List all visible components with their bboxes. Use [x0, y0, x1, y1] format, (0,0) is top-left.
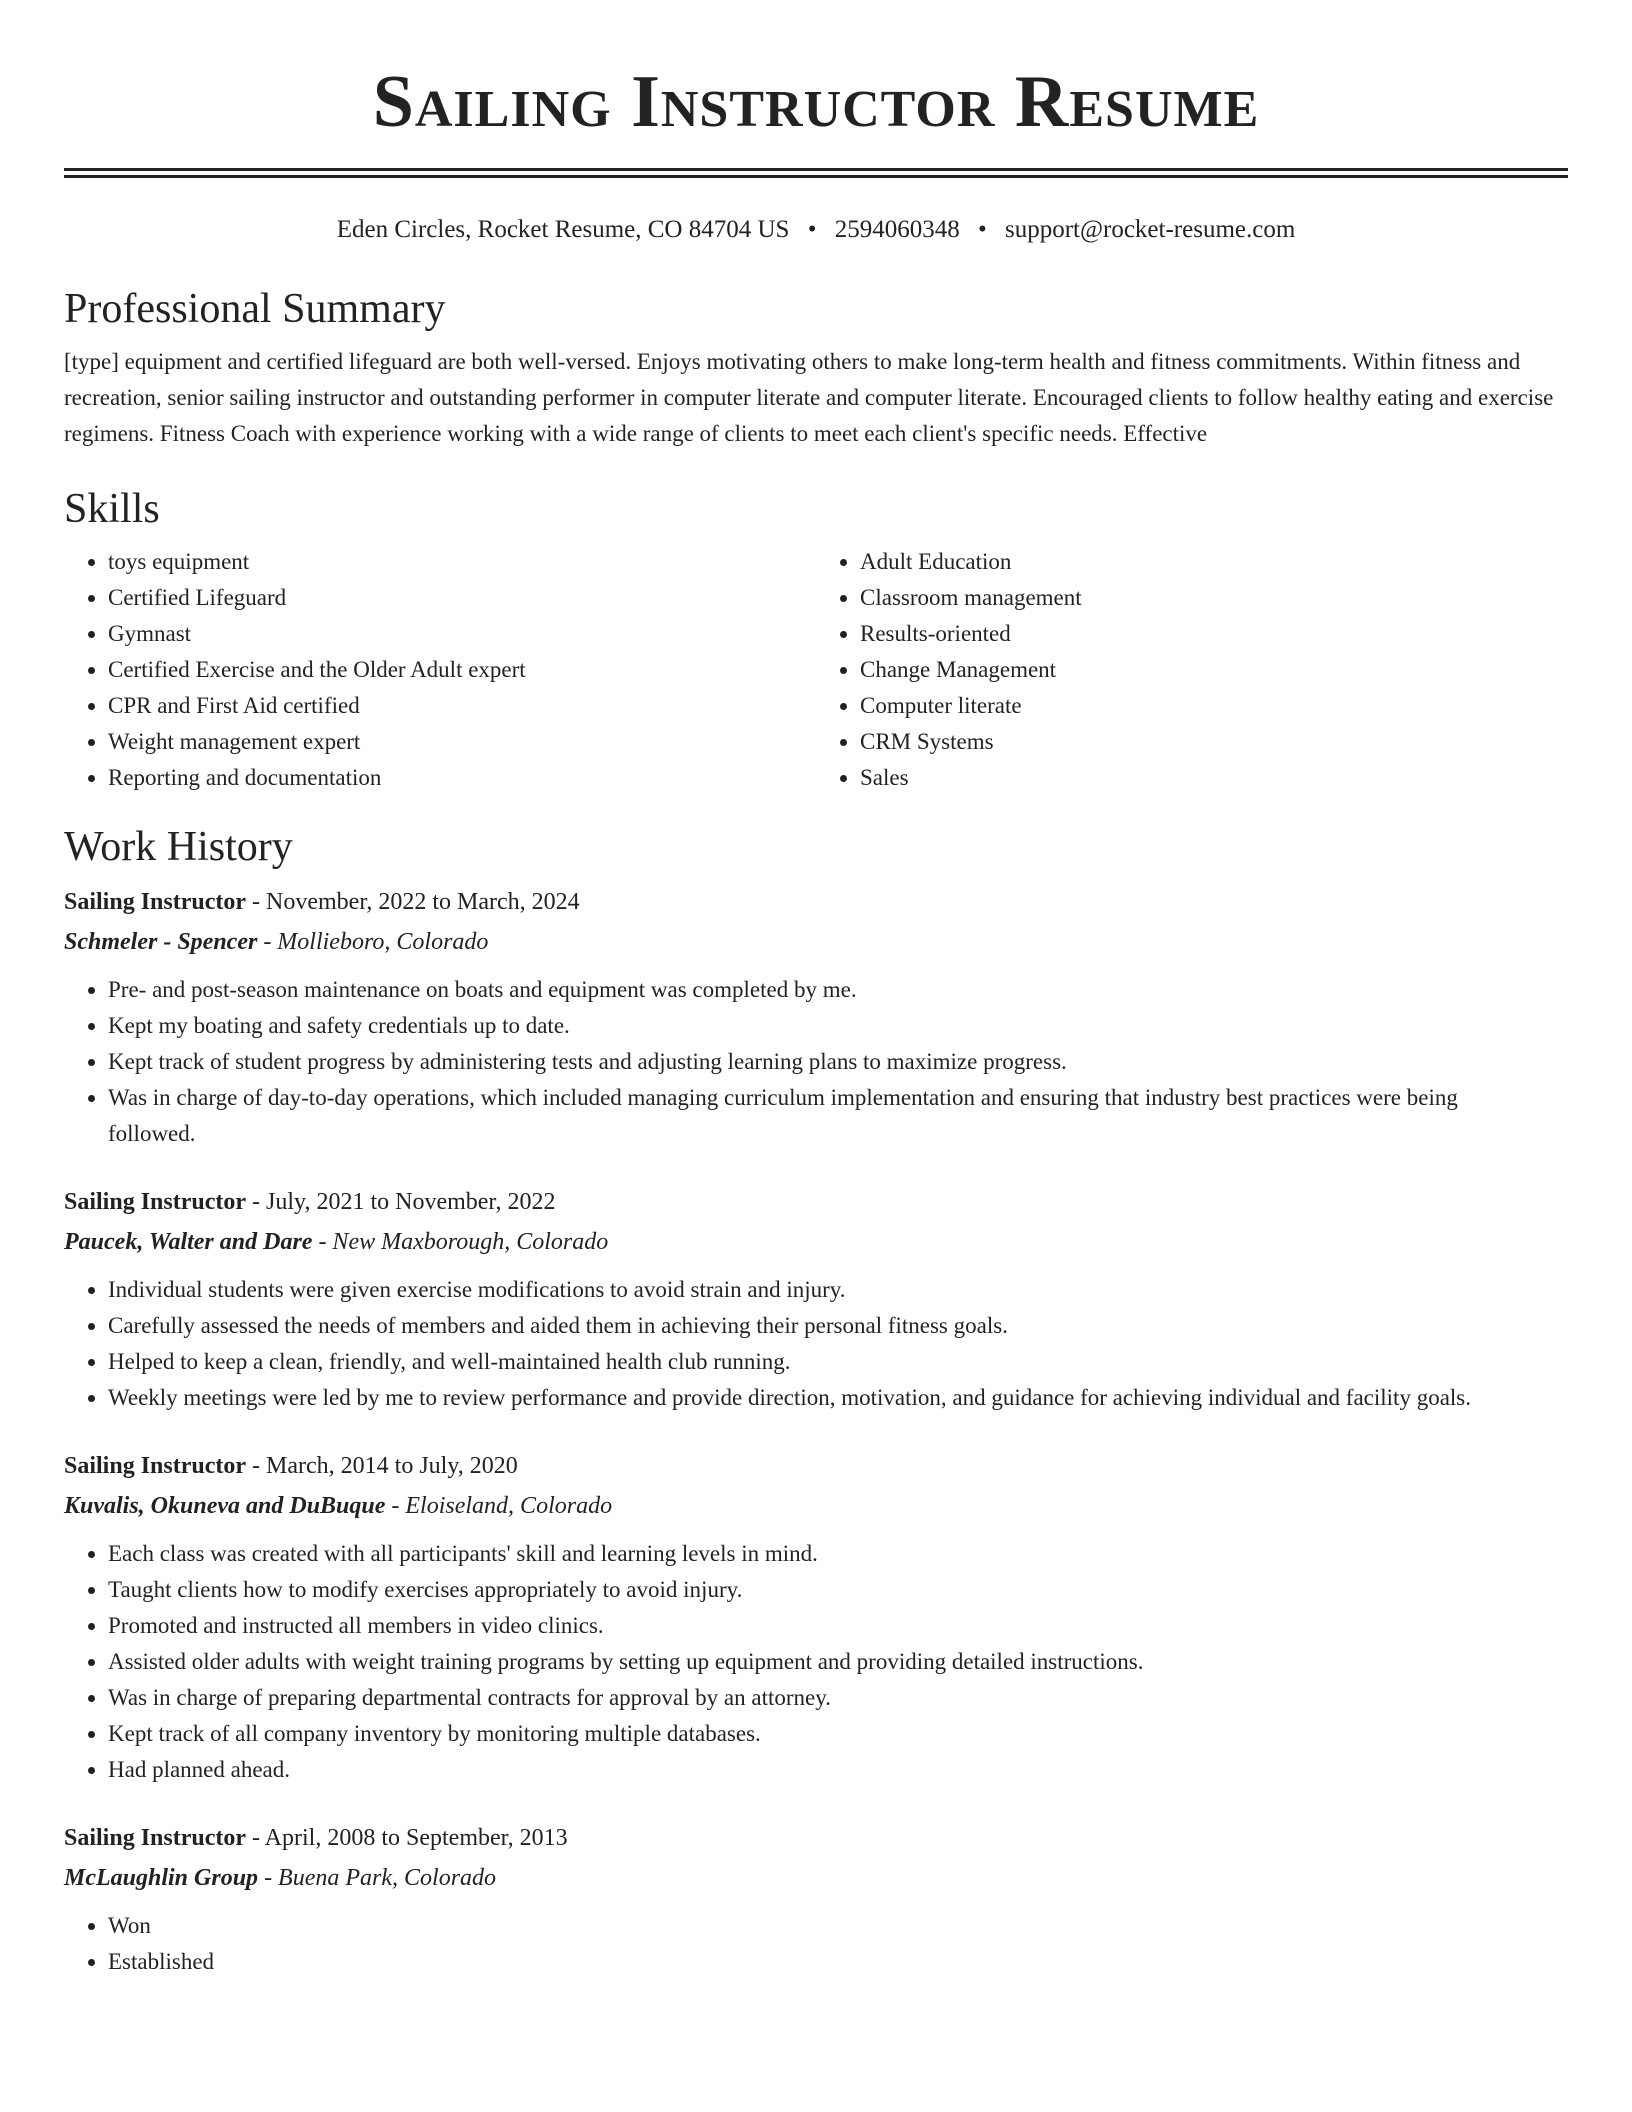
skill-item: • Certified Lifeguard — [108, 580, 816, 616]
job-employer — [64, 922, 1568, 962]
job-dates: - March, 2014 to July, 2020 — [246, 1453, 518, 1479]
job-duty: • Kept track of all company inventory by monitoring multiple databases. — [108, 1716, 1568, 1752]
skill-item: • Reporting and documentation — [108, 760, 816, 796]
skill-item: • Gymnast — [108, 616, 816, 652]
job-header — [64, 882, 1568, 922]
job-company: Schmeler - Spencer — [64, 929, 258, 955]
job-location: - Buena Park, Colorado — [258, 1865, 497, 1891]
job-duty: • Taught clients how to modify exercises appropriately to avoid injury. — [108, 1572, 1568, 1608]
job-company: Paucek, Walter and Dare — [64, 1229, 313, 1255]
job-duty: • Won — [108, 1908, 1568, 1944]
contact-separator: • — [807, 216, 817, 243]
job-duty: • Was in charge of preparing departmental contracts for approval by an attorney. — [108, 1680, 1568, 1716]
skills-list-left — [64, 544, 816, 796]
job-dates: - April, 2008 to September, 2013 — [246, 1825, 568, 1851]
contact-address: Eden Circles, Rocket Resume, CO 84704 US — [336, 216, 790, 243]
job-title: Sailing Instructor — [64, 889, 247, 915]
job-entry — [64, 1446, 1568, 1788]
skills-list-right — [816, 544, 1568, 796]
job-duty: • Promoted and instructed all members in video clinics. — [108, 1608, 1568, 1644]
skill-item: • Adult Education — [860, 544, 1568, 580]
job-dates: - July, 2021 to November, 2022 — [246, 1189, 556, 1215]
job-duty: • Pre- and post-season maintenance on boats and equipment was completed by me. — [108, 972, 1568, 1008]
resume-title: Sailing Instructor Resume — [372, 61, 1260, 143]
skill-item: • Sales — [860, 760, 1568, 796]
job-entry — [64, 1182, 1568, 1416]
job-location: - New Maxborough, Colorado — [312, 1229, 609, 1255]
job-duty: • Each class was created with all participants' skill and learning levels in mind. — [108, 1536, 1568, 1572]
job-location: - Eloiseland, Colorado — [385, 1493, 613, 1519]
job-entry — [64, 882, 1568, 1152]
skills-grid — [64, 544, 1568, 796]
job-employer — [64, 1486, 1568, 1526]
skill-item: • Certified Exercise and the Older Adult expert — [108, 652, 816, 688]
job-employer — [64, 1222, 1568, 1262]
job-employer — [64, 1858, 1568, 1898]
skills-heading: Skills — [64, 486, 160, 532]
job-duty: • Was in charge of day-to-day operations, which included managing curriculum implementation and ensuring that industry best practices were being followed. — [108, 1080, 1568, 1152]
contact-separator: • — [977, 216, 987, 243]
job-duty: • Individual students were given exercise modifications to avoid strain and injury. — [108, 1272, 1568, 1308]
skill-item: • Classroom management — [860, 580, 1568, 616]
job-header — [64, 1818, 1568, 1858]
job-duties — [64, 1272, 1568, 1416]
job-title: Sailing Instructor — [64, 1825, 247, 1851]
job-duty: • Established — [108, 1944, 1568, 1980]
job-duties — [64, 972, 1568, 1152]
job-duty: • Kept track of student progress by administering tests and adjusting learning plans to maximize progress. — [108, 1044, 1568, 1080]
job-entry — [64, 1818, 1568, 1980]
job-title: Sailing Instructor — [64, 1453, 247, 1479]
contact-phone: 2594060348 — [834, 216, 960, 243]
contact-line — [64, 214, 1568, 246]
job-duty: • Had planned ahead. — [108, 1752, 1568, 1788]
job-header — [64, 1182, 1568, 1222]
job-company: Kuvalis, Okuneva and DuBuque — [64, 1493, 386, 1519]
contact-email: support@rocket-resume.com — [1004, 216, 1296, 243]
job-header — [64, 1446, 1568, 1486]
job-duty: • Weekly meetings were led by me to review performance and provide direction, motivation, and guidance for achieving individual and facility goals. — [108, 1380, 1568, 1416]
skill-item: • Computer literate — [860, 688, 1568, 724]
job-duties — [64, 1908, 1568, 1980]
job-title: Sailing Instructor — [64, 1189, 247, 1215]
job-location: - Mollieboro, Colorado — [257, 929, 489, 955]
job-duty: • Assisted older adults with weight training programs by setting up equipment and providing detailed instructions. — [108, 1644, 1568, 1680]
job-company: McLaughlin Group — [64, 1865, 259, 1891]
job-dates: - November, 2022 to March, 2024 — [246, 889, 580, 915]
title-divider — [64, 168, 1568, 178]
skill-item: • CRM Systems — [860, 724, 1568, 760]
skill-item: • Change Management — [860, 652, 1568, 688]
summary-text: [type] equipment and certified lifeguard are both well-versed. Enjoys motivating others to make long-term health and fitness commitments. Within fitness and recreation, senior sailing instructor and outstanding performer in computer literate and computer literate. Encouraged clients to follow healthy eating and exercise regimens. Fitness Coach with experience working with a wide range of clients to meet each client's specific needs. Effective — [64, 349, 1554, 446]
skill-item: • toys equipment — [108, 544, 816, 580]
skill-item: • CPR and First Aid certified — [108, 688, 816, 724]
skill-item: • Weight management expert — [108, 724, 816, 760]
summary-heading: Professional Summary — [64, 286, 446, 332]
job-duty: • Kept my boating and safety credentials up to date. — [108, 1008, 1568, 1044]
job-duty: • Carefully assessed the needs of members and aided them in achieving their personal fitness goals. — [108, 1308, 1568, 1344]
job-duties — [64, 1536, 1568, 1788]
skill-item: • Results-oriented — [860, 616, 1568, 652]
work-history-heading: Work History — [64, 824, 293, 870]
job-duty: • Helped to keep a clean, friendly, and well-maintained health club running. — [108, 1344, 1568, 1380]
